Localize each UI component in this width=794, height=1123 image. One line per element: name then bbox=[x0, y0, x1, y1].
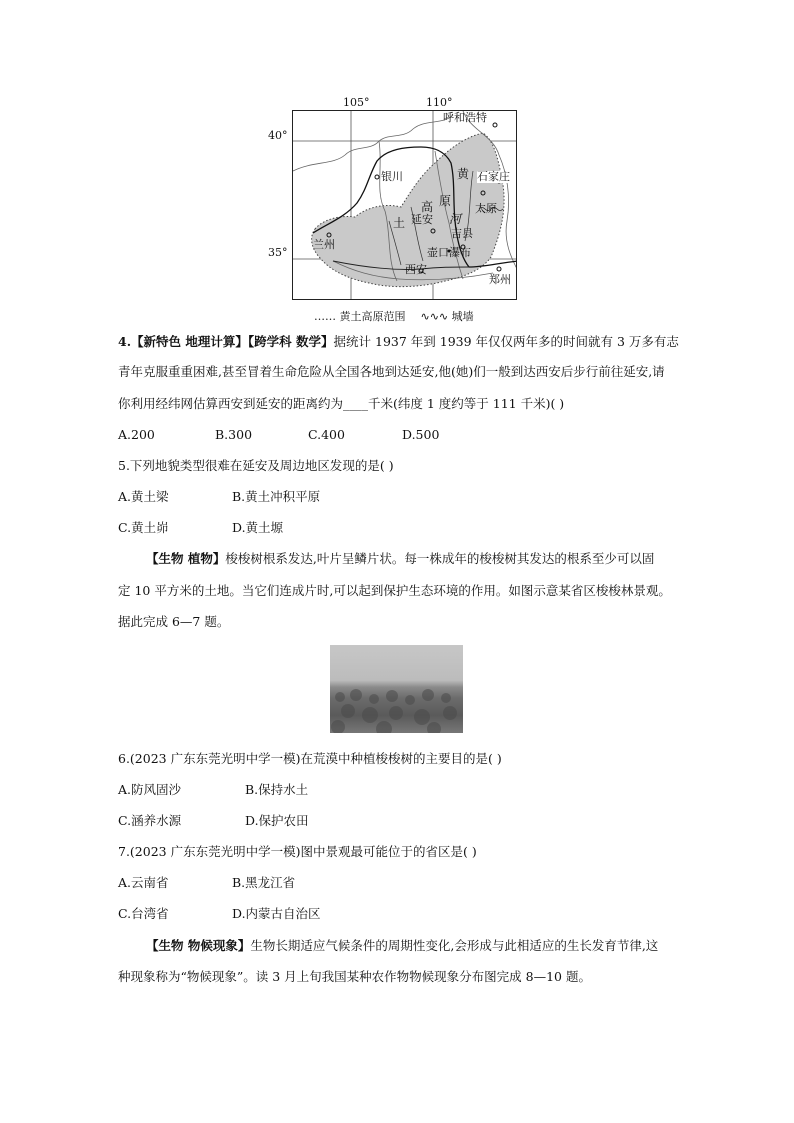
material1-line1 bbox=[146, 551, 654, 567]
material2-tag: 【生物 物候现象】 bbox=[146, 938, 251, 953]
q4-option-c: C.400 bbox=[308, 427, 345, 442]
q4-option-d: D.500 bbox=[402, 427, 440, 442]
map-legend bbox=[314, 309, 474, 325]
city-hukou: 壶口瀑布 bbox=[427, 246, 471, 259]
material2-line1 bbox=[146, 938, 658, 954]
q5-option-b: B.黄土冲积平原 bbox=[232, 489, 321, 504]
q4-text-1: 据统计 1937 年到 1939 年仅仅两年多的时间就有 3 万多有志 bbox=[333, 334, 679, 349]
city-jixian: 吉县 bbox=[451, 227, 473, 240]
photo-texture bbox=[330, 645, 463, 733]
lat-label-40: 40° bbox=[268, 129, 288, 142]
region-char-he: 河 bbox=[449, 212, 462, 226]
legend-dots-symbol: …… bbox=[314, 310, 336, 323]
q7-option-a: A.云南省 bbox=[118, 875, 169, 890]
material1-line2: 定 10 平方米的土地。当它们连成片时,可以起到保护生态环境的作用。如图示意某省区梭梭林景观。 bbox=[118, 583, 671, 598]
city-shijiazhuang: 石家庄 bbox=[477, 170, 510, 183]
legend-wall-label: 城墙 bbox=[451, 310, 474, 323]
q7-option-b: B.黑龙江省 bbox=[232, 875, 296, 890]
q4-option-b: B.300 bbox=[215, 427, 253, 442]
q6-option-b: B.保持水土 bbox=[245, 782, 309, 797]
material2-text-1: 生物长期适应气候条件的周期性变化,会形成与此相适应的生长发育节律,这 bbox=[250, 938, 659, 953]
q5-stem: 5.下列地貌类型很难在延安及周边地区发现的是( ) bbox=[118, 458, 394, 473]
q4-line1 bbox=[118, 334, 679, 350]
lon-label-105: 105° bbox=[343, 96, 370, 109]
city-hohhot: 呼和浩特 bbox=[443, 111, 487, 124]
city-yinchuan: 银川 bbox=[381, 170, 403, 183]
border-north bbox=[293, 115, 453, 171]
q6-option-a: A.防风固沙 bbox=[118, 782, 182, 797]
q6-option-c: C.涵养水源 bbox=[118, 813, 182, 828]
region-char-huang: 黄 bbox=[457, 167, 470, 181]
q7-option-d: D.内蒙古自治区 bbox=[232, 906, 321, 921]
city-lanzhou: 兰州 bbox=[313, 238, 335, 251]
lon-label-110: 110° bbox=[426, 96, 453, 109]
material2-line2: 种现象称为“物候现象”。读 3 月上旬我国某种农作物物候现象分布图完成 8—10 题。 bbox=[118, 969, 591, 984]
material1-text-1: 梭梭树根系发达,叶片呈鳞片状。每一株成年的梭梭树其发达的根系至少可以固 bbox=[225, 551, 655, 566]
city-yanan: 延安 bbox=[411, 213, 433, 226]
dot-zhengzhou bbox=[497, 267, 501, 271]
region-char-yuan: 原 bbox=[439, 194, 452, 208]
q4-line2: 青年克服重重困难,甚至冒着生命危险从全国各地到达延安,他(她)们一般到达西安后步行前往延安,请 bbox=[118, 364, 665, 379]
city-zhengzhou: 郑州 bbox=[489, 273, 511, 286]
q7-stem: 7.(2023 广东东莞光明中学一模)图中景观最可能位于的省区是( ) bbox=[118, 844, 477, 859]
city-taiyuan: 太原 bbox=[475, 202, 497, 215]
legend-plateau-label: 黄土高原范围 bbox=[339, 310, 406, 323]
q5-option-a: A.黄土梁 bbox=[118, 489, 169, 504]
q4-tag-math: 【跨学科 数学】 bbox=[247, 334, 334, 349]
q6-option-d: D.保护农田 bbox=[245, 813, 309, 828]
q5-option-c: C.黄土峁 bbox=[118, 520, 169, 535]
legend-wave-symbol: ∿∿∿ bbox=[420, 310, 449, 323]
dot-hohhot bbox=[493, 123, 497, 127]
material1-tag: 【生物 植物】 bbox=[146, 551, 226, 566]
q4-line3: 你利用经纬网估算西安到延安的距离约为____千米(纬度 1 度约等于 111 千米)( ) bbox=[118, 396, 565, 411]
lat-label-35: 35° bbox=[268, 246, 288, 259]
region-char-gao: 高 bbox=[421, 200, 434, 214]
material1-line3: 据此完成 6—7 题。 bbox=[118, 614, 230, 629]
saxaul-forest-photo bbox=[330, 645, 463, 733]
city-xian: 西安 bbox=[405, 263, 427, 276]
q6-stem: 6.(2023 广东东莞光明中学一模)在荒漠中种植梭梭树的主要目的是( ) bbox=[118, 751, 502, 766]
q4-option-a: A.200 bbox=[118, 427, 155, 442]
loess-plateau-map bbox=[292, 110, 517, 300]
q5-option-d: D.黄土塬 bbox=[232, 520, 284, 535]
region-char-tu: 土 bbox=[393, 216, 406, 230]
q4-tag-geo: 4.【新特色 地理计算】 bbox=[118, 334, 248, 349]
q7-option-c: C.台湾省 bbox=[118, 906, 169, 921]
dot-yinchuan bbox=[375, 175, 379, 179]
